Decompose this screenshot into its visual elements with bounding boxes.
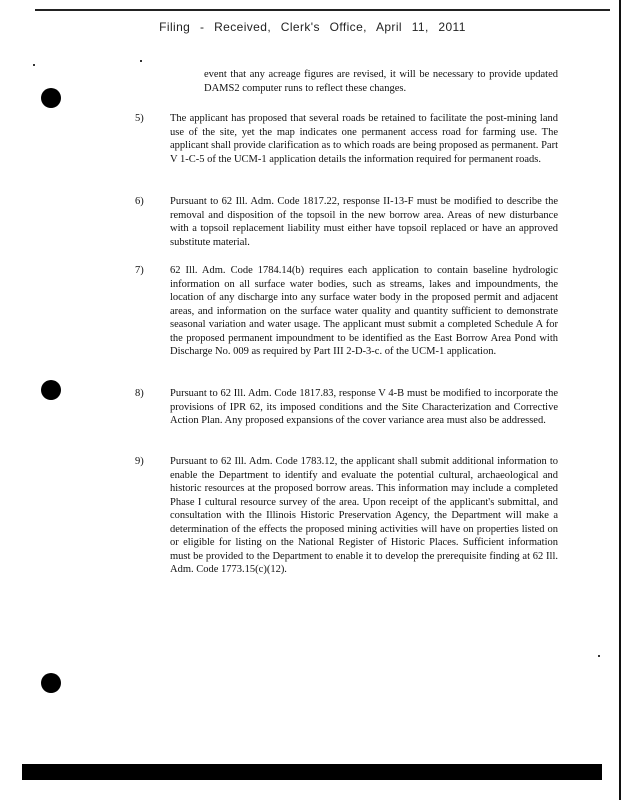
filing-stamp-header: Filing - Received, Clerk's Office, April 11, 2011 — [159, 20, 466, 34]
item-text: Pursuant to 62 Ill. Adm. Code 1783.12, the applicant shall submit additional information to enable the Department to identify and evaluate the potential cultural, archaeological and historic resources at the proposed borrow areas. This information may include a completed Phase I cultural resource survey of the area. Upon receipt of the applicant's submittal, and consultation with the Illinois Historic Preservation Agency, the Department will make a determination of the effects the proposed mining activities will have on properties listed on or eligible for listing on the National Register of Historic Places. Sufficient information must be provided to the Department to enable it to develop the prerequisite finding at 62 Ill. Adm. Code 1773.15(c)(12). — [170, 456, 558, 575]
hole-punch-middle — [41, 380, 61, 400]
item-number: 5) — [135, 113, 144, 124]
page-right-edge — [619, 0, 621, 800]
item-number: 6) — [135, 196, 144, 207]
hole-punch-bottom — [41, 673, 61, 693]
item-number: 8) — [135, 388, 144, 399]
top-rule — [35, 9, 610, 11]
item-number: 9) — [135, 456, 144, 467]
item-number: 7) — [135, 265, 144, 276]
scan-speck — [140, 60, 142, 62]
continuation-paragraph: event that any acreage figures are revised, it will be necessary to provide updated DAMS2 computer runs to reflect these changes. — [204, 69, 558, 94]
hole-punch-top — [41, 88, 61, 108]
item-text: Pursuant to 62 Ill. Adm. Code 1817.22, response II-13-F must be modified to describe the removal and disposition of the topsoil in the new borrow area. Areas of new disturbance with a topsoil replacement liability must either have topsoil replaced or have an approved substitute material. — [170, 196, 558, 248]
item-text: The applicant has proposed that several roads be retained to facilitate the post-mining land use of the site, yet the map indicates one permanent access road for farming use. The applicant shall provide clarification as to which roads are being proposed as permanent. Part V 1-C-5 of the UCM-1 application details the information required for permanent roads. — [170, 113, 558, 165]
item-text: Pursuant to 62 Ill. Adm. Code 1817.83, response V 4-B must be modified to incorporate the provisions of IPR 62, its imposed conditions and the Site Characterization and Corrective Action Plan. Any proposed expansions of the cover variance area must also be addressed. — [170, 388, 558, 426]
scan-bottom-bar — [22, 764, 602, 780]
scan-speck — [33, 64, 35, 66]
item-text: 62 Ill. Adm. Code 1784.14(b) requires each application to contain baseline hydrologic information on all surface water bodies, such as streams, lakes and impoundments, the location of any discharge into any surface water body in the proposed permit and adjacent areas, and information on the surface water quality and quantity sufficient to demonstrate seasonal variation and water usage. The applicant must submit a completed Schedule A for the proposed permanent impoundment to be identified as the East Borrow Area Pond with Discharge No. 009 as required by Part III 2-D-3-c. of the UCM-1 application. — [170, 265, 558, 357]
scan-speck — [598, 655, 600, 657]
